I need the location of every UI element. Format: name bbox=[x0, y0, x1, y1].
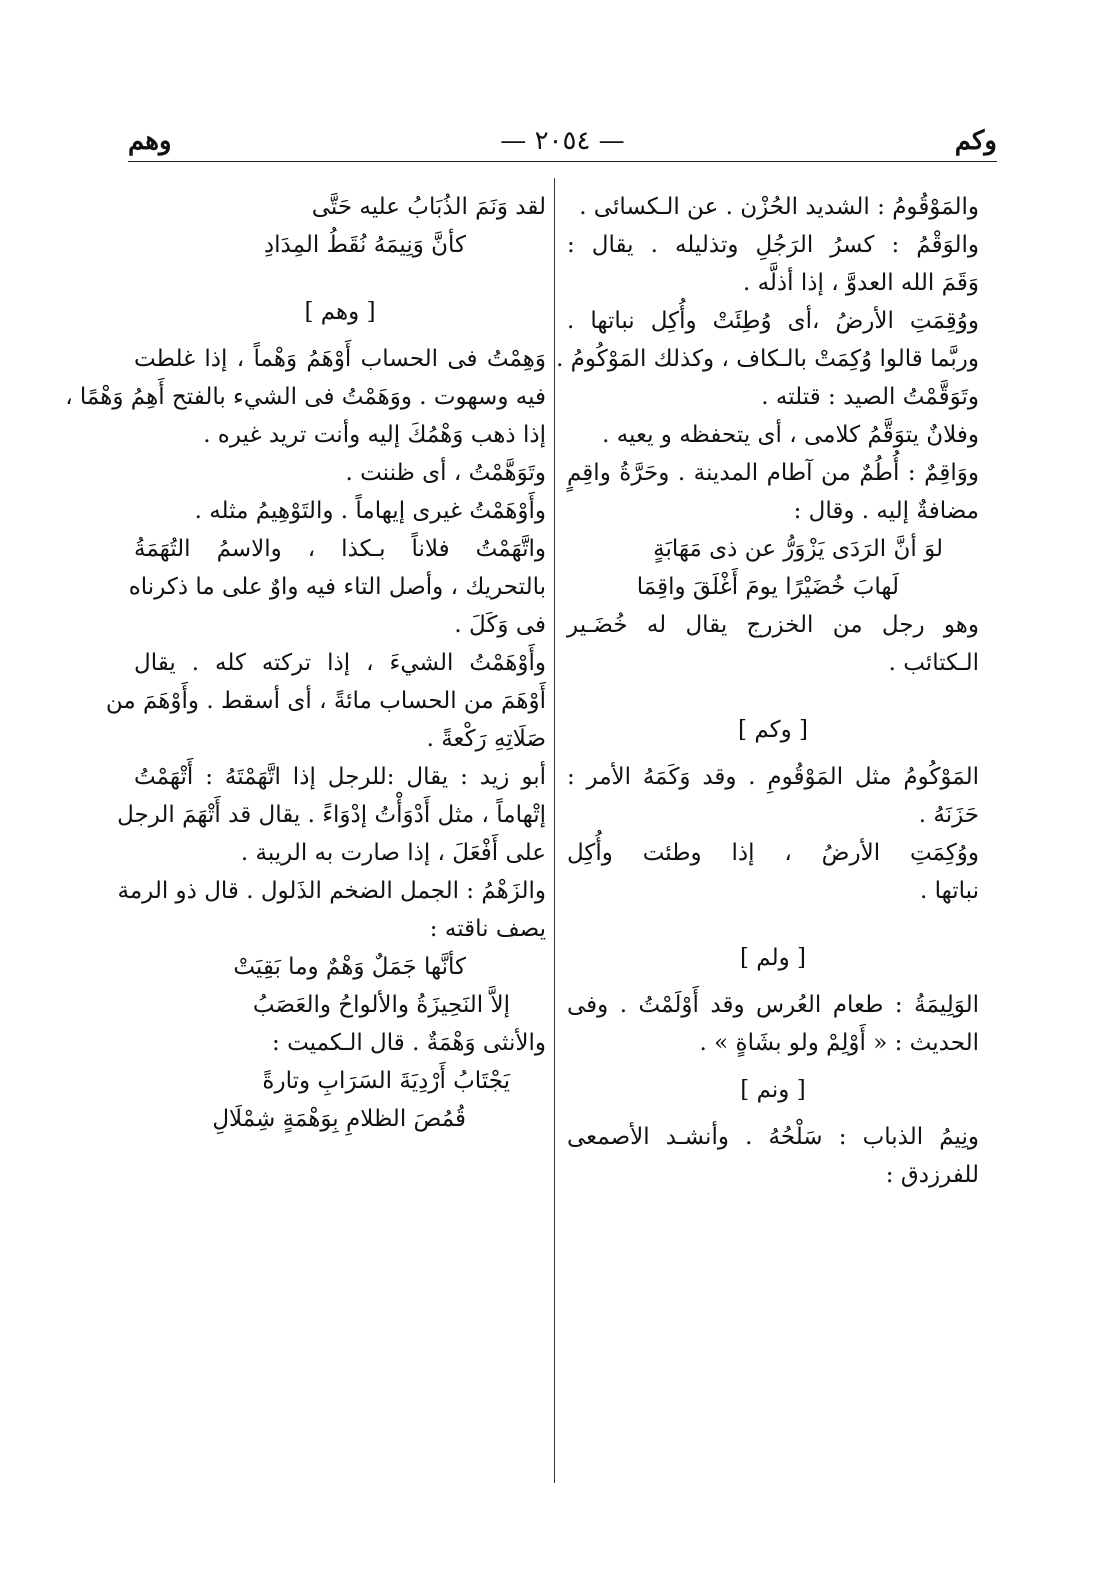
text-line: والزَهْمُ : الجمل الضخم الذَلول . قال ذو الرمة bbox=[117, 878, 546, 904]
text-line: إتْهاماً ، مثل أَدْوَأْتُ إدْوَاءً . يقال قد أَتْهَمَ الرجل bbox=[117, 802, 546, 828]
column-divider bbox=[554, 178, 555, 1483]
text-line: ووَاقِمٌ : أُطُمٌ من آطام المدينة . وحَرَّةُ واقِمٍ bbox=[567, 460, 979, 486]
page-header bbox=[128, 126, 997, 156]
text-line: الوَلِيمَةُ : طعام العُرس وقد أَوْلَمْتُ . وفى bbox=[567, 992, 979, 1018]
text-line: وأَوْهَمْتُ الشيءَ ، إذا تركته كله . يقال bbox=[134, 650, 546, 676]
text-line: وأَوْهَمْتُ غيرى إيهاماً . والتَوْهِيمُ مثله . bbox=[194, 498, 546, 524]
spacer bbox=[567, 910, 979, 930]
text-line: لَهابَ خُضَيْرًا يومَ أَغْلَقَ واقِمَا bbox=[636, 574, 899, 600]
text-line: كأنَّها جَمَلٌ وَهْمٌ وما بَقِيَتْ bbox=[233, 954, 466, 980]
entry-heading: [ ولم ] bbox=[740, 945, 806, 971]
text-line: المَوْكُومُ مثل المَوْقُومِ . وقد وَكَمَهُ الأمر : bbox=[567, 764, 979, 790]
text-line: لقد وَنَمَ الذُبَابُ عليه حَتَّى bbox=[311, 194, 546, 220]
header-rule bbox=[128, 161, 997, 162]
text-line: ووُقِمَتِ الأرضُ ،أى وُطِئَتْ وأُكِل نباتها . bbox=[567, 308, 979, 334]
text-line: للفرزدق : bbox=[885, 1162, 979, 1188]
spacer bbox=[134, 264, 546, 284]
text-line: الـكتائب . bbox=[888, 650, 979, 676]
header-entry-right: وكم bbox=[954, 126, 997, 156]
text-line: فى وَكَلَ . bbox=[454, 612, 546, 638]
text-line: ونِيمُ الذباب : سَلْحُهُ . وأنشـد الأصمعى bbox=[567, 1124, 979, 1150]
text-line: قُمُصَ الظلامِ بِوَهْمَةٍ شِمْلَالِ bbox=[212, 1106, 466, 1132]
text-line: والأنثى وَهْمَةٌ . قال الـكميت : bbox=[272, 1030, 546, 1056]
text-line: إلاَّ النَحِيزَةُ والألواحُ والعَصَبُ bbox=[252, 992, 510, 1018]
text-line: واتَّهَمْتُ فلاناً بـكذا ، والاسمُ التُهَمَةُ bbox=[134, 536, 546, 562]
entry-heading: [ وكم ] bbox=[738, 717, 808, 743]
entry-heading: [ ونم ] bbox=[740, 1077, 806, 1103]
text-line: وربَّما قالوا وُكِمَتْ بالـكاف ، وكذلك المَوْكُومُ . bbox=[556, 346, 979, 372]
text-line: نباتها . bbox=[920, 878, 979, 904]
page-number: — ٢٠٥٤ — bbox=[500, 126, 625, 156]
text-line: فيه وسهوت . ووَهَمْتُ فى الشيء بالفتح أَهِمُ وَهْمًا ، bbox=[65, 384, 546, 410]
text-line: يَجْتَابُ أَرْدِيَةَ السَرَابِ وتارةً bbox=[262, 1068, 510, 1094]
spacer bbox=[567, 682, 979, 702]
text-line: صَلَاتِهِ رَكْعةً . bbox=[426, 726, 546, 752]
text-line: إذا ذهب وَهْمُكَ إليه وأنت تريد غيره . bbox=[203, 422, 546, 448]
text-line: وَهِمْتُ فى الحساب أَوْهَمُ وَهْماً ، إذا غلطت bbox=[134, 346, 546, 372]
text-line: لوَ أنَّ الرَدَى يَزْوَرُّ عن ذى مَهَابَةٍ bbox=[653, 536, 943, 562]
text-line: الحديث : « أَوْلِمْ ولو بشَاةٍ » . bbox=[699, 1030, 979, 1056]
right-column bbox=[556, 188, 979, 1194]
text-line: والوَقْمُ : كسرُ الرَجُلِ وتذليله . يقال : bbox=[567, 232, 979, 258]
header-entry-left: وهم bbox=[128, 126, 172, 156]
text-line: وتَوَقَّمْتُ الصيد : قتلته . bbox=[761, 384, 979, 410]
text-line: مضافةٌ إليه . وقال : bbox=[793, 498, 979, 524]
text-line: وفلانٌ يتوَقَّمُ كلامى ، أى يتحفظه و يعيه . bbox=[602, 422, 979, 448]
text-line: كأنَّ وَنِيمَهُ نُقَطُ المِدَادِ bbox=[263, 232, 466, 258]
text-line: أبو زيد : يقال :للرجل إذا اتَّهَمْتَهُ : أَتْهَمْتُ bbox=[134, 764, 546, 790]
text-line: أَوْهَمَ من الحساب مائةً ، أى أسقط . وأَوْهَمَ من bbox=[105, 688, 546, 714]
text-line: وتَوَهَّمْتُ ، أى ظننت . bbox=[345, 460, 546, 486]
text-line: بالتحريك ، وأصل التاء فيه واوٌ على ما ذكرناه bbox=[128, 574, 546, 600]
text-line: حَزَنَهُ . bbox=[918, 802, 979, 828]
text-line: والمَوْقُومُ : الشديد الحُزْن . عن الـكسائى . bbox=[579, 194, 979, 220]
text-line: وهو رجل من الخزرج يقال له خُضَـير bbox=[567, 612, 979, 638]
text-line: وَقَمَ الله العدوَّ ، إذا أذلَّه . bbox=[742, 270, 979, 296]
left-column bbox=[65, 188, 546, 1138]
entry-heading: [ وهم ] bbox=[304, 299, 376, 325]
text-line: يصف ناقته : bbox=[429, 916, 546, 942]
text-line: ووُكِمَتِ الأرضُ ، إذا وطئت وأُكِل bbox=[567, 840, 979, 866]
text-line: على أَفْعَلَ ، إذا صارت به الريبة . bbox=[240, 840, 546, 866]
